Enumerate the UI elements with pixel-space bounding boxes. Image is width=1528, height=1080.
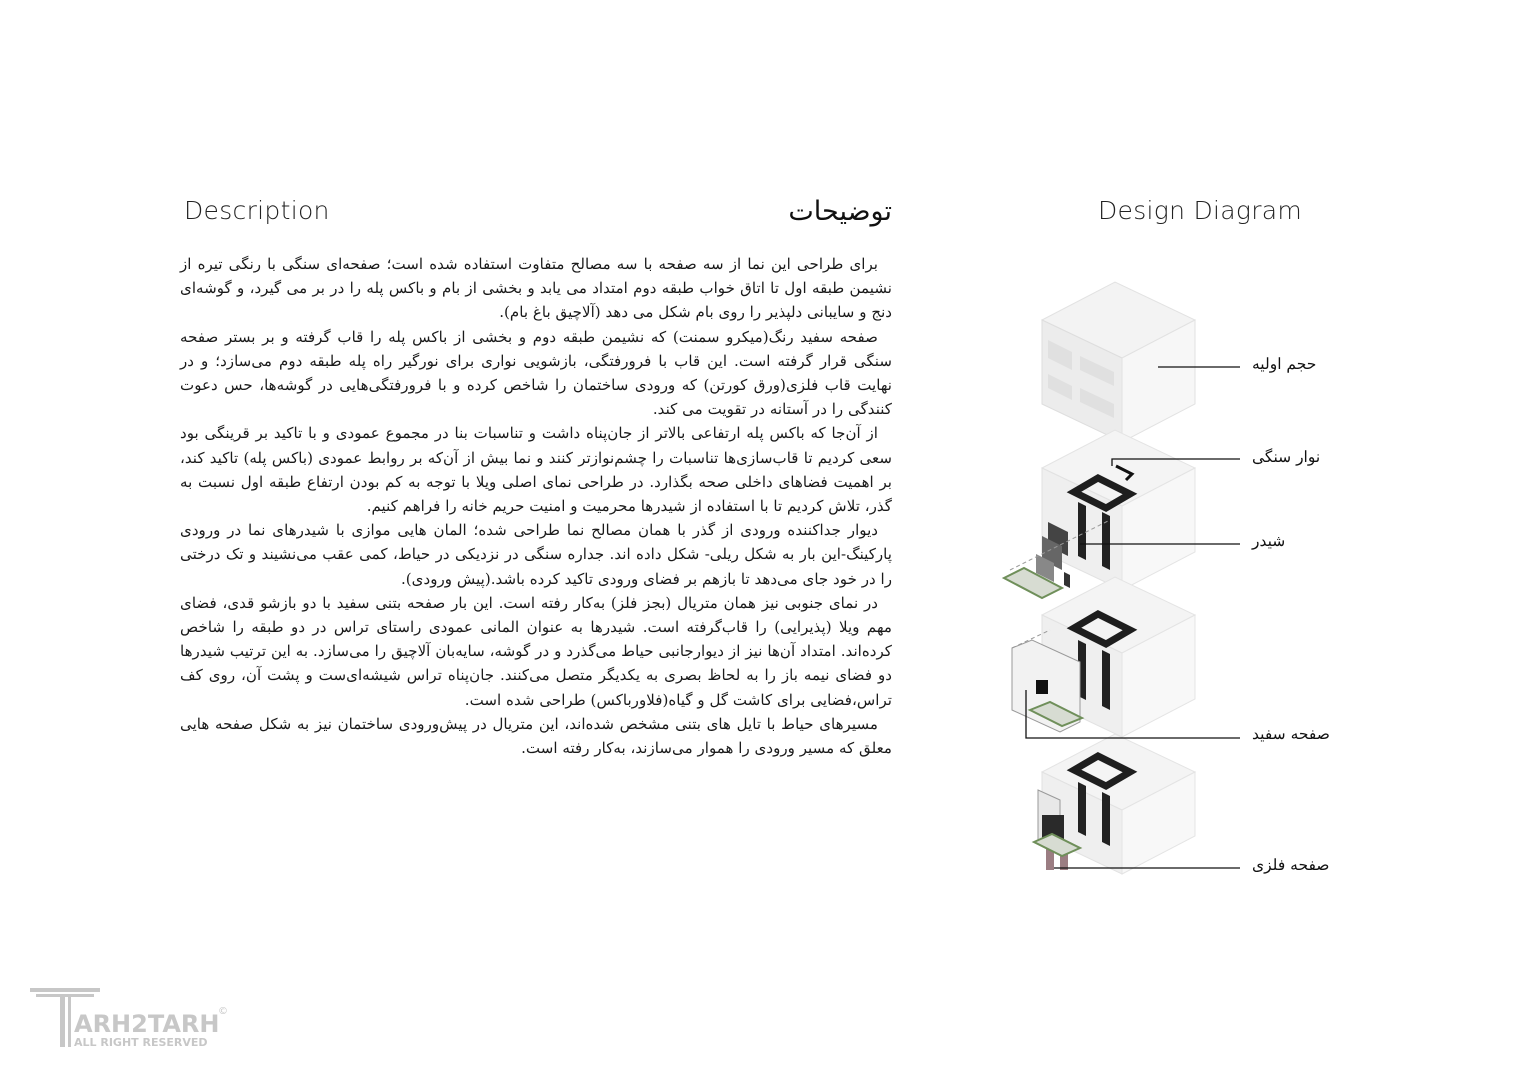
logo-brand: ARH2TARH [74, 1010, 220, 1038]
description-body [180, 252, 892, 902]
label-metal-plate: صفحه فلزی [1252, 856, 1330, 874]
label-initial-volume: حجم اولیه [1252, 355, 1317, 373]
paragraph-6: مسیرهای حیاط با تایل های بتنی مشخص شده‌اند، این متریال در پیش‌ورودی ساختمان نیز به شکل صفحه هایی معلق که مسیر ورودی را هموار می‌سازند، به‌کار رفته است. [180, 714, 892, 758]
stage-stone-strip [1004, 430, 1195, 598]
design-diagram [990, 270, 1390, 910]
paragraph-3: از آن‌جا که باکس پله ارتفاعی بالاتر از جان‌پناه داشت و تناسبات بنا در مجموع عمودی و با تاکید بر قرینگی بود سعی کردیم تا قاب‌سازی‌ها تناسبات را چشم‌نوازتر کنند و نما بیش از آن‌که بر روابط عمودی (باکس پله) تاکید کند، بر اهمیت فضاهای داخلی صحه بگذارد. در طراحی نمای اصلی ویلا با توجه به کم بودن ارتفاع طبقه اول نسبت به گذر، تلاش کردیم تا با استفاده از شیدرها محرمیت و امنیت حریم خانه را فراهم کنیم. [180, 424, 892, 516]
paragraph-2: صفحه سفید رنگ(میکرو سمنت) که نشیمن طبقه دوم و بخشی از باکس پله را قاب گرفته و بر بستر صفحه سنگی قرار گرفته است. این قاب با فرورفتگی، بازشویی نواری برای نورگیر راه پله طبقه دوم می‌سازد؛ و در نهایت قاب فلزی(ورق کورتن) که ورودی ساختمان را شاخص کرده و با فرورفتگی‌هایی در گوشه‌ها، حس دعوت کنندگی را در آستانه در تقویت می کند. [180, 327, 892, 419]
paragraph-4: دیوار جداکننده ورودی از گذر با همان مصالح نما طراحی شده؛ المان هایی موازی با شیدرهای نما در ورودی پارکینگ-این بار به شکل ریلی- شکل داده اند. جداره سنگی در نزدیکی در حیاط، کمی عقب می‌نشیند و تک درختی را در خود جای می‌دهد تا بازهم بر فضای ورودی تاکید کرده باشد.(پیش ورودی). [180, 521, 892, 588]
paragraph-5: در نمای جنوبی نیز همان متریال (بجز فلز) به‌کار رفته است. این بار صفحه بتنی سفید با دو بازشو قدی، فضای مهم ویلا (پذیرایی) را قاب‌گرفته است. شیدرها به عنوان المانی عمودی راستای تراس در دو طبقه را شاخص کرده‌اند. امتداد آن‌ها نیز از دیوارجانبی حیاط می‌گذرد و در گوشه، سایه‌بان آلاچیق را می‌سازد. به این ترتیب شیدرها دو فضای نیمه باز را به لحاظ بصری به یکدیگر متصل می‌کنند. جان‌پناه تراس شیشه‌ای‌ست و پشت آن، روی کف تراس،فضایی برای کاشت گل و گیاه(فلاورباکس) طراحی شده است. [180, 593, 892, 709]
persian-title: توضیحات [788, 196, 892, 227]
stage-white-plate [1012, 577, 1195, 737]
paragraph-1: برای طراحی این نما از سه صفحه با سه مصالح متفاوت استفاده شده است؛ صفحه‌ای سنگی با رنگی تیره از نشیمن طبقه اول تا اتاق خواب طبقه دوم امتداد می یابد و بخشی از بام و باکس پله را در بر می گیرد، و گوشه‌ای دنج و سایبانی دلپذیر را روی بام شکل می دهد (آلاچیق باغ بام). [180, 255, 892, 322]
stage-initial-volume [1042, 282, 1195, 442]
description-title: Description [184, 196, 330, 225]
stage-metal-plate [1034, 734, 1195, 874]
tarh2tarh-logo [28, 984, 238, 1054]
logo-tagline: ALL RIGHT RESERVED [74, 1036, 208, 1049]
logo-copyright: © [218, 1006, 228, 1017]
label-white-plate: صفحه سفید [1252, 725, 1330, 743]
diagram-title: Design Diagram [1098, 196, 1303, 225]
logo-mark [28, 984, 238, 1054]
diagram-svg [990, 270, 1390, 910]
label-stone-strip: نوار سنگی [1252, 448, 1321, 466]
label-shader: شیدر [1252, 532, 1286, 550]
